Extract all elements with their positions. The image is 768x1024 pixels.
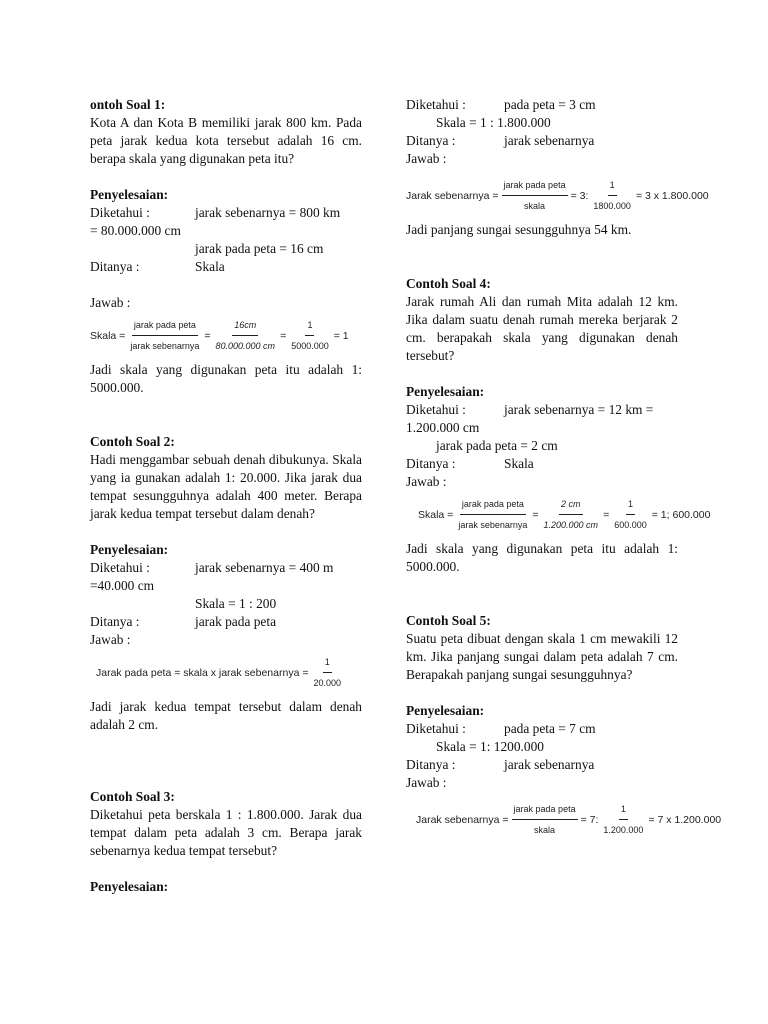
ditanya-label: Ditanya : — [90, 259, 140, 274]
diketahui-value: jarak sebenarnya = 12 km = — [504, 402, 654, 417]
soal-1-question: Kota A dan Kota B memiliki jarak 800 km. Pada peta jarak kedua kota tersebut adalah 16 cm. berapa skala yang digunakan peta itu? — [90, 115, 362, 166]
ditanya-label: Ditanya : — [406, 456, 456, 471]
soal-3-conclusion: Jadi panjang sungai sesungguhnya 54 km. — [406, 222, 632, 237]
fraction — [612, 495, 649, 534]
ditanya-value: jarak pada peta — [195, 614, 277, 629]
diketahui-value-cont: 1.200.000 cm — [406, 420, 480, 435]
jawab-label: Jawab : — [406, 775, 447, 790]
equals-sign: = — [532, 508, 539, 521]
fraction-numerator: jarak pada peta — [132, 316, 198, 336]
fraction-numerator: jarak pada peta — [502, 176, 568, 196]
equals-sign: = 7: — [580, 813, 599, 826]
soal-3-formula — [406, 176, 709, 215]
diketahui-value: jarak sebenarnya = 400 m — [195, 560, 334, 575]
diketahui-value: pada peta = 7 cm — [504, 721, 596, 736]
soal-4-question: Jarak rumah Ali dan rumah Mita adalah 12 km. Jika dalam suatu denah rumah mereka berjarak 2 cm. berapakah skala yang digunakan denah tersebut? — [406, 294, 678, 363]
fraction-denominator: skala — [534, 825, 556, 835]
diketahui-label: Diketahui : — [90, 560, 150, 575]
diketahui-value-2: jarak pada peta = 16 cm — [195, 241, 324, 256]
soal-2-formula — [96, 653, 362, 692]
fraction-denominator: 1.200.000 cm — [543, 520, 599, 530]
fraction — [542, 495, 601, 534]
soal-5-question: Suatu peta dibuat dengan skala 1 cm mewakili 12 km. Jika panjang sungai dalam peta adalah 7 cm. Berapakah panjang sungai sesungguhnya? — [406, 631, 678, 682]
soal-2-question: Hadi menggambar sebuah denah dibukunya. Skala yang ia gunakan adalah 1: 20.000. Jika jarak dua tempat sesungguhnya adalah 400 meter. Berapa jarak kedua tempat tersebut dalam denah? — [90, 452, 362, 521]
diketahui-value-cont: =40.000 cm — [90, 578, 155, 593]
fraction-denominator: skala — [524, 201, 546, 211]
fraction-numerator: 2 cm — [559, 495, 583, 515]
diketahui-value: pada peta = 3 cm — [504, 97, 596, 112]
diketahui-value-2: Skala = 1 : 200 — [195, 596, 277, 611]
diketahui-label: Diketahui : — [90, 205, 150, 220]
soal-3-penyelesaian: Penyelesaian: — [90, 879, 169, 894]
soal-2-title: Contoh Soal 2: — [90, 434, 175, 449]
equals-sign: = — [280, 329, 287, 342]
left-column — [90, 96, 362, 896]
diketahui-value-2: Skala = 1: 1200.000 — [436, 739, 544, 754]
fraction — [591, 176, 633, 215]
soal-4-penyelesaian: Penyelesaian: — [406, 384, 485, 399]
diketahui-value-2: Skala = 1 : 1.800.000 — [436, 115, 551, 130]
fraction-denominator: 1.200.000 — [603, 825, 644, 835]
fraction — [456, 495, 529, 534]
fraction — [601, 800, 645, 839]
soal-3-title: Contoh Soal 3: — [90, 789, 175, 804]
soal-2-penyelesaian: Penyelesaian: — [90, 542, 169, 557]
formula-lead: Jarak sebenarnya = — [416, 813, 509, 826]
ditanya-label: Ditanya : — [406, 757, 456, 772]
soal-5-penyelesaian: Penyelesaian: — [406, 703, 485, 718]
soal-4-title: Contoh Soal 4: — [406, 276, 491, 291]
diketahui-value-cont: = 80.000.000 cm — [90, 223, 181, 238]
soal-4-conclusion: Jadi skala yang digunakan peta itu adalah 1: 5000.000. — [406, 541, 678, 574]
ditanya-label: Ditanya : — [406, 133, 456, 148]
fraction-denominator: jarak sebenarnya — [458, 520, 528, 530]
fraction — [128, 316, 201, 355]
equals-sign: = — [603, 508, 610, 521]
diketahui-label: Diketahui : — [406, 721, 466, 736]
formula-lead: Jarak sebenarnya = — [406, 189, 499, 202]
fraction-denominator: 5000.000 — [291, 341, 329, 351]
fraction-denominator: jarak sebenarnya — [130, 341, 200, 351]
fraction-numerator: jarak pada peta — [460, 495, 526, 515]
formula-tail: = 1; 600.000 — [651, 508, 711, 521]
diketahui-value: jarak sebenarnya = 800 km — [195, 205, 341, 220]
fraction-numerator: 16cm — [232, 316, 258, 336]
fraction-denominator: 1800.000 — [593, 201, 631, 211]
jawab-label: Jawab : — [90, 295, 131, 310]
soal-5-title: Contoh Soal 5: — [406, 613, 491, 628]
soal-1-title: ontoh Soal 1: — [90, 97, 166, 112]
diketahui-label: Diketahui : — [406, 97, 466, 112]
fraction-denominator: 600.000 — [614, 520, 647, 530]
ditanya-value: Skala — [504, 456, 534, 471]
soal-1-formula — [90, 316, 362, 355]
ditanya-value: jarak sebenarnya — [504, 133, 595, 148]
fraction — [289, 316, 331, 355]
equals-sign: = 3: — [570, 189, 589, 202]
formula-tail: = 3 x 1.800.000 — [635, 189, 709, 202]
fraction — [214, 316, 278, 355]
jawab-label: Jawab : — [90, 632, 131, 647]
fraction-denominator: 80.000.000 cm — [215, 341, 276, 351]
formula-lead: Skala = — [90, 329, 126, 342]
fraction-numerator: 1 — [305, 316, 314, 336]
fraction-numerator: 1 — [323, 653, 332, 673]
formula-tail: = 7 x 1.200.000 — [648, 813, 722, 826]
fraction — [311, 653, 343, 692]
ditanya-value: jarak sebenarnya — [504, 757, 595, 772]
right-column — [406, 96, 722, 845]
soal-5-formula — [416, 800, 722, 839]
fraction — [502, 176, 568, 215]
fraction-numerator: 1 — [608, 176, 617, 196]
soal-1-penyelesaian: Penyelesaian: — [90, 187, 169, 202]
diketahui-value-2: jarak pada peta = 2 cm — [436, 438, 558, 453]
formula-lead: Jarak pada peta = skala x jarak sebenarnya = — [96, 666, 309, 679]
equals-sign: = — [204, 329, 211, 342]
soal-3-question: Diketahui peta berskala 1 : 1.800.000. Jarak dua tempat dalam peta adalah 3 cm. Berapa jarak sebenarnya kedua tempat tersebut? — [90, 807, 362, 858]
soal-2-conclusion: Jadi jarak kedua tempat tersebut dalam denah adalah 2 cm. — [90, 699, 362, 732]
ditanya-label: Ditanya : — [90, 614, 140, 629]
fraction-denominator: 20.000 — [313, 678, 341, 688]
ditanya-value: Skala — [195, 259, 225, 274]
fraction-numerator: jarak pada peta — [512, 800, 578, 820]
fraction — [512, 800, 578, 839]
fraction-numerator: 1 — [626, 495, 635, 515]
jawab-label: Jawab : — [406, 474, 447, 489]
diketahui-label: Diketahui : — [406, 402, 466, 417]
fraction-numerator: 1 — [619, 800, 628, 820]
soal-4-formula — [418, 495, 711, 534]
formula-tail: = 1 — [333, 329, 349, 342]
jawab-label: Jawab : — [406, 151, 447, 166]
soal-1-conclusion: Jadi skala yang digunakan peta itu adalah 1: 5000.000. — [90, 362, 362, 395]
formula-lead: Skala = — [418, 508, 454, 521]
